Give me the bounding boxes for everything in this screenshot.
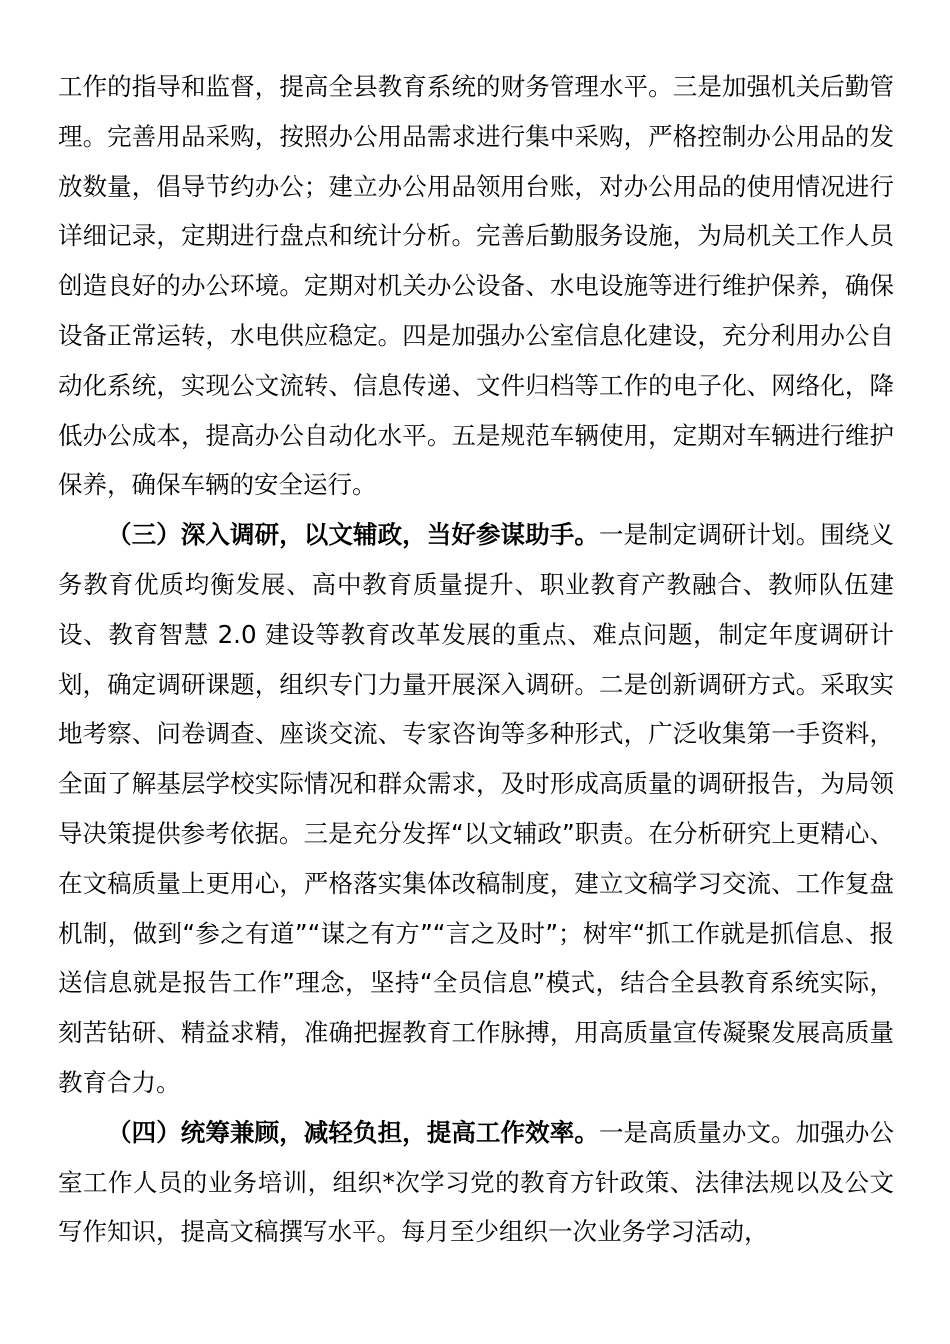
paragraph-section-4: [58, 1108, 894, 1257]
document-page: [58, 62, 894, 1257]
paragraph-section-3: [58, 510, 894, 1108]
section-3-text: 一是制定调研计划。围绕义务教育优质均衡发展、高中教育质量提升、职业教育产教融合、教师队伍建设、教育智慧 2.0 建设等教育改革发展的重点、难点问题，制定年度调研计划，确定调研课题，组织专门力量开展深入调研。二是创新调研方式。采取实地考察、问卷调查、座谈交流、专家咨询等多种形式，广泛收集第一手资料，全面了解基层学校实际情况和群众需求，及时形成高质量的调研报告，为局领导决策提供参考依据。三是充分发挥“以文辅政”职责。在分析研究上更精心、在文稿质量上更用心，严格落实集体改稿制度，建立文稿学习交流、工作复盘机制，做到“参之有道”“谋之有方”“言之及时”；树牢“抓工作就是抓信息、报送信息就是报告工作”理念，坚持“全员信息”模式，结合全县教育系统实际，刻苦钻研、精益求精，准确把握教育工作脉搏，用高质量宣传凝聚发展高质量教育合力。: [58, 520, 895, 1097]
section-4-text: 一是高质量办文。加强办公室工作人员的业务培训，组织*次学习党的教育方针政策、法律法规以及公文写作知识，提高文稿撰写水平。每月至少组织一次业务学习活动，: [58, 1117, 895, 1247]
paragraph-1-text: 工作的指导和监督，提高全县教育系统的财务管理水平。三是加强机关后勤管理。完善用品采购，按照办公用品需求进行集中采购，严格控制办公用品的发放数量，倡导节约办公；建立办公用品领用台账，对办公用品的使用情况进行详细记录，定期进行盘点和统计分析。完善后勤服务设施，为局机关工作人员创造良好的办公环境。定期对机关办公设备、水电设施等进行维护保养，确保设备正常运转，水电供应稳定。四是加强办公室信息化建设，充分利用办公自动化系统，实现公文流转、信息传递、文件归档等工作的电子化、网络化，降低办公成本，提高办公自动化水平。五是规范车辆使用，定期对车辆进行维护保养，确保车辆的安全运行。: [58, 72, 894, 500]
paragraph-continuation: [58, 62, 894, 510]
section-4-heading: （四）统筹兼顾，减轻负担，提高工作效率。: [107, 1117, 599, 1147]
section-3-heading: （三）深入调研，以文辅政，当好参谋助手。: [107, 520, 599, 550]
